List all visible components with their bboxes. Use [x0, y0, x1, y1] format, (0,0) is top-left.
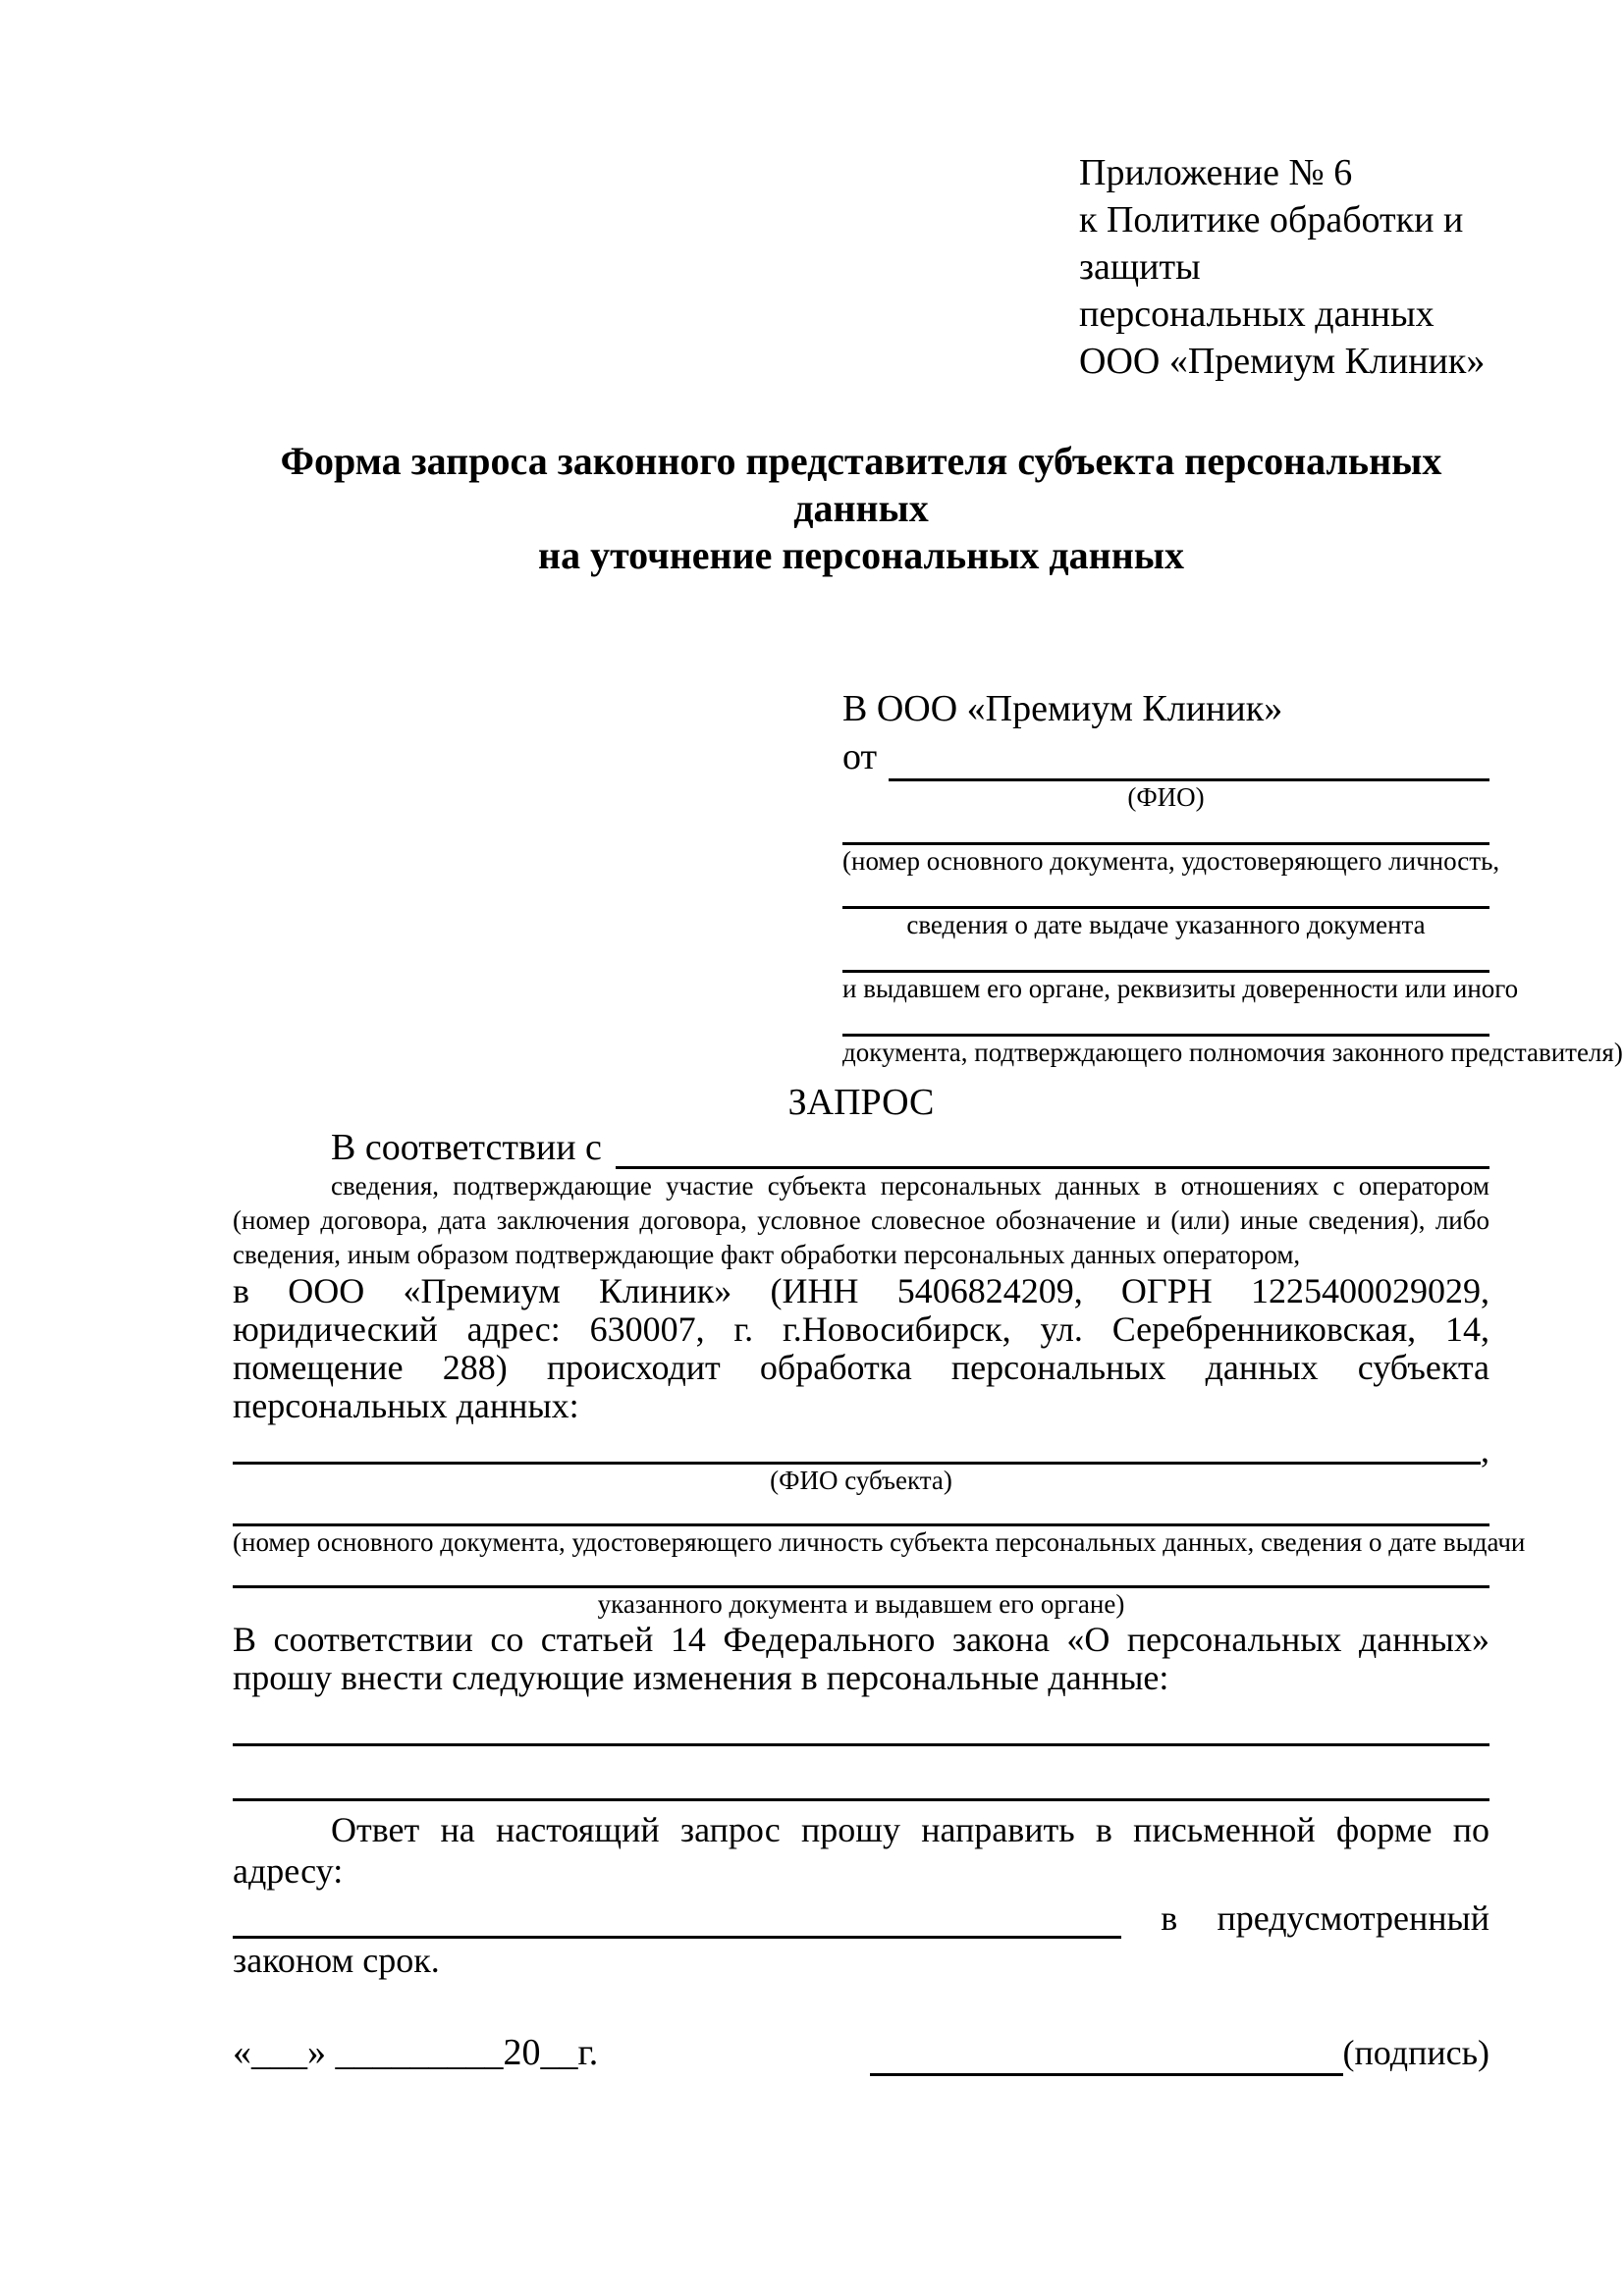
subject-fio-row [233, 1425, 1489, 1469]
subject-doc-caption-2: указанного документа и выдавшем его органе) [597, 1589, 1125, 1619]
reply-line-3: законом срок. [233, 1941, 440, 1980]
accordance-row [233, 1124, 1489, 1169]
representative-doc-field-3[interactable] [842, 941, 1489, 973]
representative-doc-caption-3: и выдавшем его органе, реквизиты доверенности или иного [842, 974, 1519, 1003]
changes-field-1[interactable] [233, 1697, 1489, 1746]
reply-word-v: в [1161, 1898, 1178, 1938]
reply-address-field[interactable] [233, 1899, 1121, 1939]
subject-fio-comma: , [1481, 1430, 1489, 1469]
article-paragraph: В соответствии со статьей 14 Федерального закона «О персональных данных» прошу внести следующие изменения в персональные данные: [233, 1620, 1489, 1697]
accordance-label: В соответствии с [331, 1127, 602, 1168]
signature-group [870, 2029, 1489, 2076]
reply-word-term: предусмотренный [1217, 1898, 1489, 1938]
signature-caption: (подпись) [1342, 2033, 1489, 2072]
operator-paragraph: в ООО «Премиум Клиник» (ИНН 5406824209, ОГРН 1225400029029, юридический адрес: 630007, г. г.Новосибирск, ул. Серебренниковская, 14, помещение 288) происходит обработка персональных данных субъекта персональных данных: [233, 1271, 1489, 1425]
reply-line-2 [233, 1892, 1489, 1939]
signature-field[interactable] [870, 2037, 1343, 2076]
representative-doc-field-2[interactable] [842, 878, 1489, 909]
representative-doc-caption-2: сведения о дате выдаче указанного документа [906, 910, 1426, 939]
accordance-caption: сведения, подтверждающие участие субъекта персональных данных в отношениях с оператором (номер договора, дата заключения договора, условное словесное обозначение и (или) иные сведения), либо сведения, иным образом подтверждающие факт обработки персональных данных оператором, [233, 1171, 1489, 1269]
appendix-line: к Политике обработки и защиты [1079, 199, 1464, 288]
representative-doc-field-1[interactable] [842, 814, 1489, 845]
footer-row [233, 2029, 1489, 2076]
page-title-line-2: на уточнение персональных данных [538, 533, 1184, 577]
subject-doc-field-1[interactable] [233, 1497, 1489, 1526]
subject-doc-field-2[interactable] [233, 1559, 1489, 1588]
date-field[interactable]: «___» _________20__г. [233, 2032, 599, 2073]
fio-caption: (ФИО) [1127, 782, 1205, 812]
representative-doc-field-4[interactable] [842, 1005, 1489, 1037]
addressee-block [842, 685, 1623, 1069]
appendix-line: персональных данных [1079, 294, 1435, 335]
appendix-line: Приложение № 6 [1079, 152, 1353, 193]
appendix-block [1079, 149, 1489, 385]
subject-fio-caption: (ФИО субъекта) [770, 1466, 952, 1495]
changes-field-2[interactable] [233, 1746, 1489, 1801]
representative-doc-caption-1: (номер основного документа, удостоверяющего личность, [842, 846, 1500, 876]
page-title [233, 438, 1489, 579]
subject-fio-field[interactable] [233, 1429, 1481, 1465]
from-row [842, 733, 1489, 781]
reply-line-1: Ответ на настоящий запрос прошу направить в письменной форме по адресу: [233, 1810, 1489, 1891]
appendix-line: ООО «Премиум Клиник» [1079, 341, 1486, 382]
from-fio-field[interactable] [889, 740, 1489, 781]
subject-doc-caption-1: (номер основного документа, удостоверяющего личность субъекта персональных данных, сведения о дате выдачи [233, 1527, 1526, 1557]
from-label: от [842, 736, 878, 777]
request-heading: ЗАПРОС [787, 1082, 935, 1123]
representative-doc-caption-4: документа, подтверждающего полномочия законного представителя) [842, 1038, 1623, 1067]
accordance-field[interactable] [616, 1130, 1489, 1169]
page-title-line-1: Форма запроса законного представителя субъекта персональных данных [280, 439, 1442, 530]
addressee-organization: В ООО «Премиум Клиник» [842, 688, 1283, 729]
